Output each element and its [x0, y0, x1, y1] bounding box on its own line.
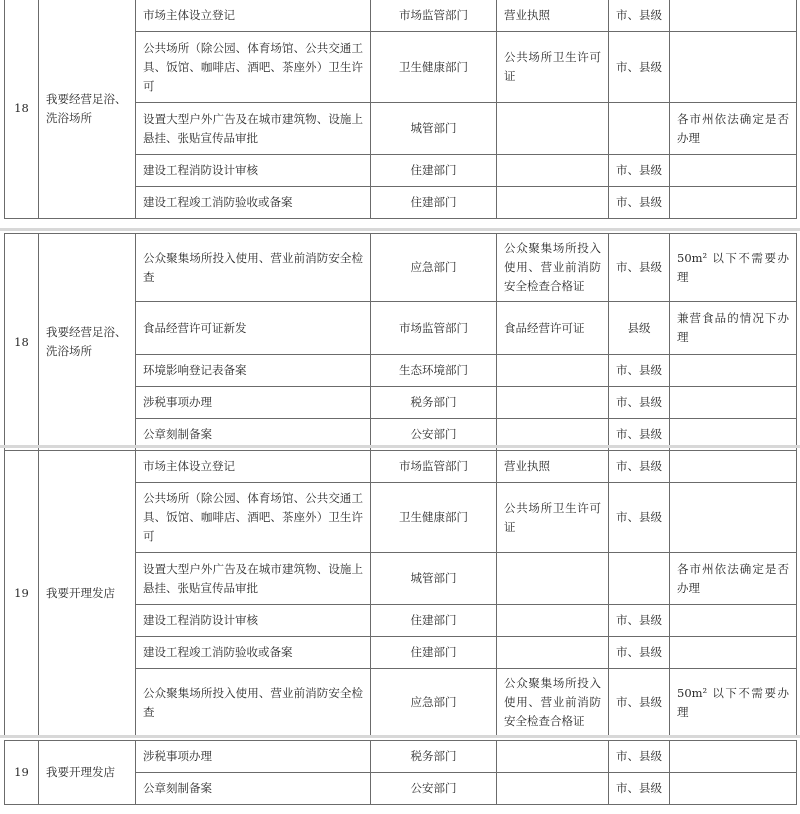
department: 住建部门 — [371, 605, 497, 637]
admin-level: 市、县级 — [609, 741, 670, 773]
license-name: 营业执照 — [497, 0, 609, 32]
group-name: 我要经营足浴、洗浴场所 — [39, 234, 136, 451]
page-break-divider — [0, 228, 800, 231]
department: 应急部门 — [371, 234, 497, 302]
license-name: 公共场所卫生许可证 — [497, 32, 609, 103]
remark — [670, 355, 797, 387]
admin-level: 县级 — [609, 302, 670, 355]
block-18 — [4, 233, 796, 451]
license-name: 食品经营许可证 — [497, 302, 609, 355]
license-name: 公众聚集场所投入使用、营业前消防安全检查合格证 — [497, 234, 609, 302]
license-name: 公众聚集场所投入使用、营业前消防安全检查合格证 — [497, 669, 609, 737]
admin-level: 市、县级 — [609, 155, 670, 187]
department: 城管部门 — [371, 103, 497, 155]
group-name: 我要开理发店 — [39, 741, 136, 805]
department: 住建部门 — [371, 155, 497, 187]
item-name: 建设工程消防设计审核 — [136, 155, 371, 187]
table-row — [5, 451, 797, 483]
group-name: 我要开理发店 — [39, 451, 136, 737]
department: 应急部门 — [371, 669, 497, 737]
admin-level: 市、县级 — [609, 483, 670, 553]
remark — [670, 0, 797, 32]
items-table — [4, 450, 797, 737]
department: 住建部门 — [371, 637, 497, 669]
license-name: 公共场所卫生许可证 — [497, 483, 609, 553]
admin-level: 市、县级 — [609, 0, 670, 32]
item-name: 环境影响登记表备案 — [136, 355, 371, 387]
item-name: 公众聚集场所投入使用、营业前消防安全检查 — [136, 669, 371, 737]
admin-level: 市、县级 — [609, 605, 670, 637]
department: 卫生健康部门 — [371, 32, 497, 103]
table-row — [5, 234, 797, 302]
license-name — [497, 103, 609, 155]
department: 卫生健康部门 — [371, 483, 497, 553]
item-name: 涉税事项办理 — [136, 741, 371, 773]
items-table — [4, 740, 797, 805]
remark — [670, 387, 797, 419]
item-name: 设置大型户外广告及在城市建筑物、设施上悬挂、张贴宣传品审批 — [136, 553, 371, 605]
license-name — [497, 155, 609, 187]
admin-level — [609, 103, 670, 155]
department: 市场监管部门 — [371, 302, 497, 355]
item-name: 市场主体设立登记 — [136, 0, 371, 32]
license-name — [497, 553, 609, 605]
remark — [670, 451, 797, 483]
license-name — [497, 387, 609, 419]
license-name — [497, 187, 609, 219]
remark — [670, 741, 797, 773]
remark — [670, 32, 797, 103]
item-name: 食品经营许可证新发 — [136, 302, 371, 355]
admin-level: 市、县级 — [609, 669, 670, 737]
items-table — [4, 0, 797, 219]
remark — [670, 187, 797, 219]
remark: 各市州依法确定是否办理 — [670, 553, 797, 605]
group-number: 19 — [5, 741, 39, 805]
admin-level — [609, 553, 670, 605]
department: 住建部门 — [371, 187, 497, 219]
item-name: 建设工程竣工消防验收或备案 — [136, 637, 371, 669]
item-name: 公众聚集场所投入使用、营业前消防安全检查 — [136, 234, 371, 302]
admin-level: 市、县级 — [609, 355, 670, 387]
license-name — [497, 637, 609, 669]
remark — [670, 637, 797, 669]
group-number: 18 — [5, 0, 39, 219]
item-name: 建设工程竣工消防验收或备案 — [136, 187, 371, 219]
group-number: 18 — [5, 234, 39, 451]
department: 城管部门 — [371, 553, 497, 605]
admin-level: 市、县级 — [609, 387, 670, 419]
item-name: 建设工程消防设计审核 — [136, 605, 371, 637]
admin-level: 市、县级 — [609, 451, 670, 483]
license-name — [497, 773, 609, 805]
department: 市场监管部门 — [371, 451, 497, 483]
remark — [670, 483, 797, 553]
block-19-continued — [4, 740, 796, 805]
admin-level: 市、县级 — [609, 773, 670, 805]
license-name — [497, 741, 609, 773]
license-name: 营业执照 — [497, 451, 609, 483]
item-name: 设置大型户外广告及在城市建筑物、设施上悬挂、张贴宣传品审批 — [136, 103, 371, 155]
remark: 兼营食品的情况下办理 — [670, 302, 797, 355]
remark — [670, 155, 797, 187]
license-name — [497, 355, 609, 387]
department: 税务部门 — [371, 387, 497, 419]
item-name: 公共场所（除公园、体育场馆、公共交通工具、饭馆、咖啡店、酒吧、茶座外）卫生许可 — [136, 483, 371, 553]
item-name: 公章刻制备案 — [136, 773, 371, 805]
table-row — [5, 741, 797, 773]
department: 公安部门 — [371, 419, 497, 451]
department: 税务部门 — [371, 741, 497, 773]
block-18-continued — [4, 0, 796, 219]
department: 公安部门 — [371, 773, 497, 805]
block-19 — [4, 450, 796, 737]
admin-level: 市、县级 — [609, 637, 670, 669]
item-name: 涉税事项办理 — [136, 387, 371, 419]
remark: 各市州依法确定是否办理 — [670, 103, 797, 155]
remark: 50m² 以下不需要办理 — [670, 234, 797, 302]
group-number: 19 — [5, 451, 39, 737]
remark: 50m² 以下不需要办理 — [670, 669, 797, 737]
item-name: 公共场所（除公园、体育场馆、公共交通工具、饭馆、咖啡店、酒吧、茶座外）卫生许可 — [136, 32, 371, 103]
admin-level: 市、县级 — [609, 32, 670, 103]
license-name — [497, 605, 609, 637]
group-name: 我要经营足浴、洗浴场所 — [39, 0, 136, 219]
page-break-divider — [0, 445, 800, 448]
remark — [670, 773, 797, 805]
admin-level: 市、县级 — [609, 234, 670, 302]
page-break-divider — [0, 735, 800, 738]
item-name: 市场主体设立登记 — [136, 451, 371, 483]
item-name: 公章刻制备案 — [136, 419, 371, 451]
remark — [670, 605, 797, 637]
table-row — [5, 0, 797, 32]
admin-level: 市、县级 — [609, 419, 670, 451]
department: 市场监管部门 — [371, 0, 497, 32]
admin-level: 市、县级 — [609, 187, 670, 219]
items-table — [4, 233, 797, 451]
department: 生态环境部门 — [371, 355, 497, 387]
